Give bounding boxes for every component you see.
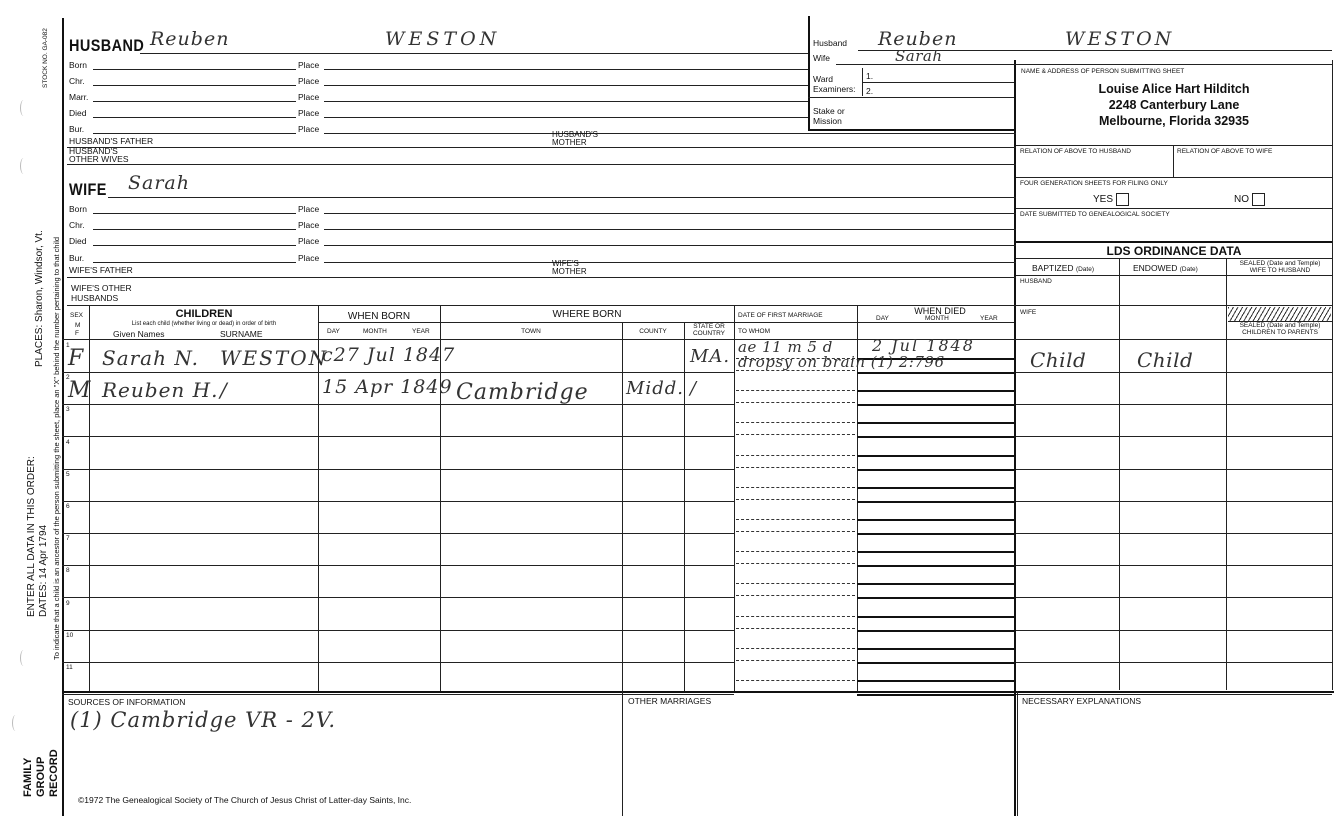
wife-other-husbands-label: WIFE'S OTHER HUSBANDS — [71, 283, 132, 303]
died-rule — [857, 694, 1014, 696]
child-sex[interactable]: F — [68, 346, 85, 371]
row-rule — [1016, 436, 1332, 437]
rule — [684, 322, 685, 692]
husband-born-label: Born — [69, 60, 87, 70]
died-rule — [857, 519, 1014, 521]
rule — [93, 117, 296, 118]
marriage-dash — [736, 531, 855, 532]
child-number: 1 — [66, 342, 70, 349]
died-rule — [857, 583, 1014, 585]
lds-child1-endowed[interactable]: Child — [1137, 348, 1194, 372]
county-header: COUNTY — [639, 328, 667, 335]
rule — [324, 245, 1016, 246]
row-rule — [1016, 533, 1332, 534]
rule — [808, 129, 1016, 131]
place-label: Place — [298, 220, 320, 230]
lds-sealed-spouse-label: SEALED (Date and Temple) WIFE TO HUSBAND — [1239, 260, 1321, 274]
marriage-dash — [736, 595, 855, 596]
child-born-date[interactable]: c27 Jul 1847 — [322, 344, 456, 366]
row-rule — [62, 694, 734, 695]
rule — [1119, 258, 1120, 690]
sex-f: F — [75, 330, 79, 337]
children-title: CHILDREN — [175, 308, 233, 320]
frame-right-divider — [1014, 60, 1016, 816]
four-gen-label: FOUR GENERATION SHEETS FOR FILING ONLY — [1020, 180, 1168, 187]
rule — [93, 245, 296, 246]
husband-bur-label: Bur. — [69, 124, 85, 134]
husband-surname[interactable]: WESTON — [385, 28, 501, 50]
child-state[interactable]: MA. — [690, 346, 731, 367]
enter-all-note: ENTER ALL DATA IN THIS ORDER: — [26, 456, 37, 617]
ancestor-instruction: To indicate that a child is an ancestor of the person submitting the sheet, place an "X" behind the number pertaining to that child — [52, 236, 61, 660]
rule — [1017, 691, 1018, 816]
child-number: 5 — [66, 471, 70, 478]
examiners-label: Examiners: — [813, 84, 856, 94]
wife-given-name[interactable]: Sarah — [128, 172, 190, 194]
rule — [93, 85, 296, 86]
rule — [324, 69, 808, 70]
submitter-label: NAME & ADDRESS OF PERSON SUBMITTING SHEET — [1021, 68, 1185, 75]
rule — [1016, 258, 1332, 259]
marriage-dash — [736, 583, 855, 584]
when-born-header: WHEN BORN — [347, 311, 411, 322]
died-day-header: DAY — [876, 315, 889, 322]
rule — [67, 277, 1016, 278]
rule — [1016, 305, 1332, 306]
child-surname[interactable]: WESTON — [220, 346, 329, 370]
rule — [67, 305, 1016, 306]
marriage-dash — [736, 467, 855, 468]
child-given-name[interactable]: Sarah N. — [102, 346, 199, 370]
place-label: Place — [298, 76, 320, 86]
child-to-whom[interactable]: dropsy on brain (1) 2:796 — [738, 353, 945, 371]
state-header: STATE OR COUNTRY — [692, 323, 726, 337]
sex-header: SEX — [70, 312, 84, 319]
rule — [318, 322, 440, 323]
rule — [93, 229, 296, 230]
rule — [857, 322, 1014, 323]
rule — [67, 164, 1016, 165]
rule — [324, 213, 1016, 214]
rule — [1016, 145, 1332, 146]
died-rule — [857, 501, 1014, 503]
child-died-date[interactable]: 2 Jul 1848 — [872, 336, 975, 355]
lds-wife-row-label: WIFE — [1020, 309, 1037, 316]
wife-died-label: Died — [69, 236, 87, 246]
died-rule — [857, 616, 1014, 618]
died-rule — [857, 551, 1014, 553]
row-rule — [62, 597, 734, 598]
place-label: Place — [298, 204, 320, 214]
child-number: 6 — [66, 503, 70, 510]
frame-right-edge — [1332, 60, 1333, 690]
husband-father-label: HUSBAND'S FATHER — [69, 136, 154, 146]
rule — [67, 147, 1016, 148]
marriage-dash — [736, 434, 855, 435]
husband-marr-label: Marr. — [69, 92, 89, 102]
rule — [324, 85, 808, 86]
yes-checkbox[interactable] — [1116, 193, 1129, 206]
sources-label: SOURCES OF INFORMATION — [68, 697, 186, 707]
rule — [93, 213, 296, 214]
marriage-dash — [736, 628, 855, 629]
rule — [62, 691, 1334, 693]
rule — [108, 197, 1016, 198]
child-marriage[interactable]: ae 11 m 5 d — [738, 338, 833, 356]
died-rule — [857, 469, 1014, 471]
row-rule — [62, 469, 734, 470]
lds-husband-row-label: HUSBAND — [1020, 278, 1052, 285]
rule — [62, 339, 1332, 340]
row-rule — [62, 630, 734, 631]
place-label: Place — [298, 60, 320, 70]
wife-father-label: WIFE'S FATHER — [69, 265, 133, 275]
died-rule — [857, 648, 1014, 650]
child-town[interactable]: Cambridge — [456, 380, 589, 405]
marriage-dash — [736, 390, 855, 391]
form-title-record: RECORD — [48, 749, 60, 797]
rule — [324, 262, 1016, 263]
rule — [93, 133, 296, 134]
marriage-dash — [736, 402, 855, 403]
explanations-label: NECESSARY EXPLANATIONS — [1022, 696, 1142, 706]
row-rule — [62, 501, 734, 502]
punch-hole — [20, 650, 27, 666]
child-born-date[interactable]: 15 Apr 1849 — [322, 376, 453, 398]
rule — [1016, 177, 1332, 178]
lds-endowed-label: ENDOWED (Date) — [1133, 263, 1198, 273]
header-wife-label: Wife — [813, 53, 830, 63]
marriage-dash — [736, 551, 855, 552]
died-rule — [857, 390, 1014, 392]
surname-header: SURNAME — [220, 329, 263, 339]
places-note: PLACES: Sharon, Windsor, Vt. — [34, 230, 45, 367]
other-marriages-label: OTHER MARRIAGES — [628, 696, 712, 706]
four-gen-no[interactable]: NO — [1234, 193, 1265, 206]
wife-chr-label: Chr. — [69, 220, 85, 230]
died-rule — [857, 597, 1014, 599]
husband-given-name[interactable]: Reuben — [150, 28, 230, 50]
child-county[interactable]: Midd. — [626, 378, 684, 399]
child-number: 10 — [66, 632, 74, 639]
mission-label: Mission — [813, 116, 842, 126]
sex-m: M — [75, 322, 81, 329]
child-sex[interactable]: M — [68, 378, 92, 403]
rule — [1226, 258, 1227, 690]
rule — [862, 82, 1014, 83]
row-rule — [62, 565, 734, 566]
rule — [836, 64, 1332, 65]
rule — [734, 322, 857, 323]
rule — [324, 117, 808, 118]
wife-mother-label: WIFE'S MOTHER — [552, 259, 587, 276]
child-number: 7 — [66, 535, 70, 542]
submitter-street: 2248 Canterbury Lane — [1108, 98, 1240, 112]
rule — [324, 133, 1016, 134]
examiner-2-label: 2. — [866, 86, 874, 96]
child-number: 8 — [66, 567, 70, 574]
to-whom-header: TO WHOM — [738, 328, 771, 335]
husband-mother-label: HUSBAND'S MOTHER — [552, 130, 598, 147]
row-rule — [1016, 501, 1332, 502]
died-month-header: MONTH — [925, 315, 949, 322]
row-rule — [62, 533, 734, 534]
died-rule — [857, 565, 1014, 567]
died-rule — [857, 455, 1014, 457]
wife-label: WIFE — [69, 180, 107, 199]
stock-number: STOCK NO. GA-082 — [42, 28, 49, 88]
marriage-dash — [736, 660, 855, 661]
born-day-header: DAY — [327, 328, 340, 335]
header-husband-surname[interactable]: WESTON — [1065, 28, 1175, 50]
rule — [140, 53, 808, 54]
row-rule — [1016, 662, 1332, 663]
row-rule — [1016, 404, 1332, 405]
no-checkbox[interactable] — [1252, 193, 1265, 206]
punch-hole — [20, 100, 27, 116]
rule — [1016, 241, 1332, 243]
died-year-header: YEAR — [980, 315, 998, 322]
rule — [1016, 208, 1332, 209]
rule — [93, 262, 296, 263]
four-gen-yes[interactable]: YES — [1093, 193, 1129, 206]
rule — [324, 101, 808, 102]
header-husband-label: Husband — [813, 38, 848, 48]
marriage-dash — [736, 422, 855, 423]
place-label: Place — [298, 236, 320, 246]
dates-note: DATES: 14 Apr 1794 — [38, 524, 49, 617]
punch-hole — [20, 158, 27, 174]
when-died-header: WHEN DIED — [914, 306, 966, 316]
rule — [622, 691, 623, 816]
marriage-dash — [736, 616, 855, 617]
place-label: Place — [298, 108, 320, 118]
child-number: 2 — [66, 374, 70, 381]
marriage-dash — [736, 455, 855, 456]
copyright: ©1972 The Genealogical Society of The Church of Jesus Christ of Latter-day Saints, Inc. — [78, 795, 412, 805]
wife-born-label: Born — [69, 204, 87, 214]
child-surname[interactable]: / — [220, 378, 229, 402]
row-rule — [1016, 469, 1332, 470]
relation-wife-label: RELATION OF ABOVE TO WIFE — [1177, 148, 1273, 155]
row-rule — [1016, 694, 1332, 695]
child-number: 11 — [66, 664, 73, 671]
ward-label: Ward — [813, 74, 833, 84]
marriage-dash — [736, 487, 855, 488]
marriage-dash — [736, 648, 855, 649]
child-state[interactable]: / — [690, 378, 698, 399]
rule — [622, 322, 623, 692]
lds-title: LDS ORDINANCE DATA — [1106, 244, 1242, 258]
husband-label: HUSBAND — [69, 36, 145, 55]
marriage-dash — [736, 563, 855, 564]
rule — [1016, 275, 1332, 276]
where-born-header: WHERE BORN — [552, 309, 622, 320]
row-rule — [1016, 597, 1332, 598]
lds-sealed-parents-label: SEALED (Date and Temple) CHILDREN TO PARENTS — [1239, 322, 1321, 336]
date-submitted-label: DATE SUBMITTED TO GENEALOGICAL SOCIETY — [1020, 211, 1170, 218]
child-number: 3 — [66, 406, 70, 413]
child-number: 9 — [66, 600, 70, 607]
punch-hole — [12, 715, 19, 731]
marriage-dash — [736, 519, 855, 520]
born-year-header: YEAR — [412, 328, 430, 335]
submitter-name: Louise Alice Hart Hilditch — [1098, 82, 1250, 96]
rule — [93, 101, 296, 102]
born-month-header: MONTH — [363, 328, 387, 335]
marriage-dash — [736, 680, 855, 681]
wife-bur-label: Bur. — [69, 253, 85, 263]
town-header: TOWN — [521, 328, 541, 335]
relation-husband-label: RELATION OF ABOVE TO HUSBAND — [1020, 148, 1131, 155]
frame-left — [62, 18, 64, 816]
stake-label: Stake or — [813, 106, 845, 116]
died-rule — [857, 630, 1014, 632]
rule — [1173, 145, 1174, 177]
frame-divider — [808, 16, 810, 130]
form-title-family: FAMILY — [22, 757, 34, 797]
row-rule — [1016, 630, 1332, 631]
examiner-1-label: 1. — [866, 71, 874, 81]
rule — [734, 305, 735, 692]
child-given-name[interactable]: Reuben H. — [102, 378, 219, 402]
row-rule — [62, 404, 734, 405]
place-label: Place — [298, 124, 320, 134]
rule — [93, 69, 296, 70]
husband-other-wives-label: HUSBAND'S OTHER WIVES — [69, 146, 129, 164]
rule — [808, 97, 1014, 98]
husband-died-label: Died — [69, 108, 87, 118]
died-rule — [857, 680, 1014, 682]
died-rule — [857, 422, 1014, 424]
rule — [89, 305, 90, 692]
first-marriage-header: DATE OF FIRST MARRIAGE — [738, 312, 823, 319]
child-number: 4 — [66, 439, 70, 446]
header-wife-given[interactable]: Sarah — [895, 47, 943, 65]
row-rule — [62, 436, 734, 437]
died-rule — [857, 436, 1014, 438]
row-rule — [62, 372, 734, 373]
rule — [324, 229, 1016, 230]
header-husband-given[interactable]: Reuben — [878, 28, 958, 50]
row-rule — [1016, 565, 1332, 566]
form-title-group: GROUP — [35, 756, 47, 797]
husband-chr-label: Chr. — [69, 76, 85, 86]
died-rule — [857, 372, 1014, 374]
lds-child1-baptized[interactable]: Child — [1030, 348, 1087, 372]
died-rule — [857, 487, 1014, 489]
children-instruction: List each child (whether living or dead) in order of birth — [131, 321, 277, 327]
row-rule — [62, 662, 734, 663]
died-rule — [857, 404, 1014, 406]
died-rule — [857, 533, 1014, 535]
lds-baptized-label: BAPTIZED (Date) — [1032, 263, 1094, 273]
died-rule — [857, 662, 1014, 664]
lds-hatched-area — [1228, 307, 1331, 321]
sources-text[interactable]: (1) Cambridge VR - 2V. — [70, 708, 337, 732]
submitter-city: Melbourne, Florida 32935 — [1098, 114, 1250, 128]
place-label: Place — [298, 253, 320, 263]
row-rule — [1016, 372, 1332, 373]
place-label: Place — [298, 92, 320, 102]
given-names-header: Given Names — [113, 329, 165, 339]
marriage-dash — [736, 499, 855, 500]
